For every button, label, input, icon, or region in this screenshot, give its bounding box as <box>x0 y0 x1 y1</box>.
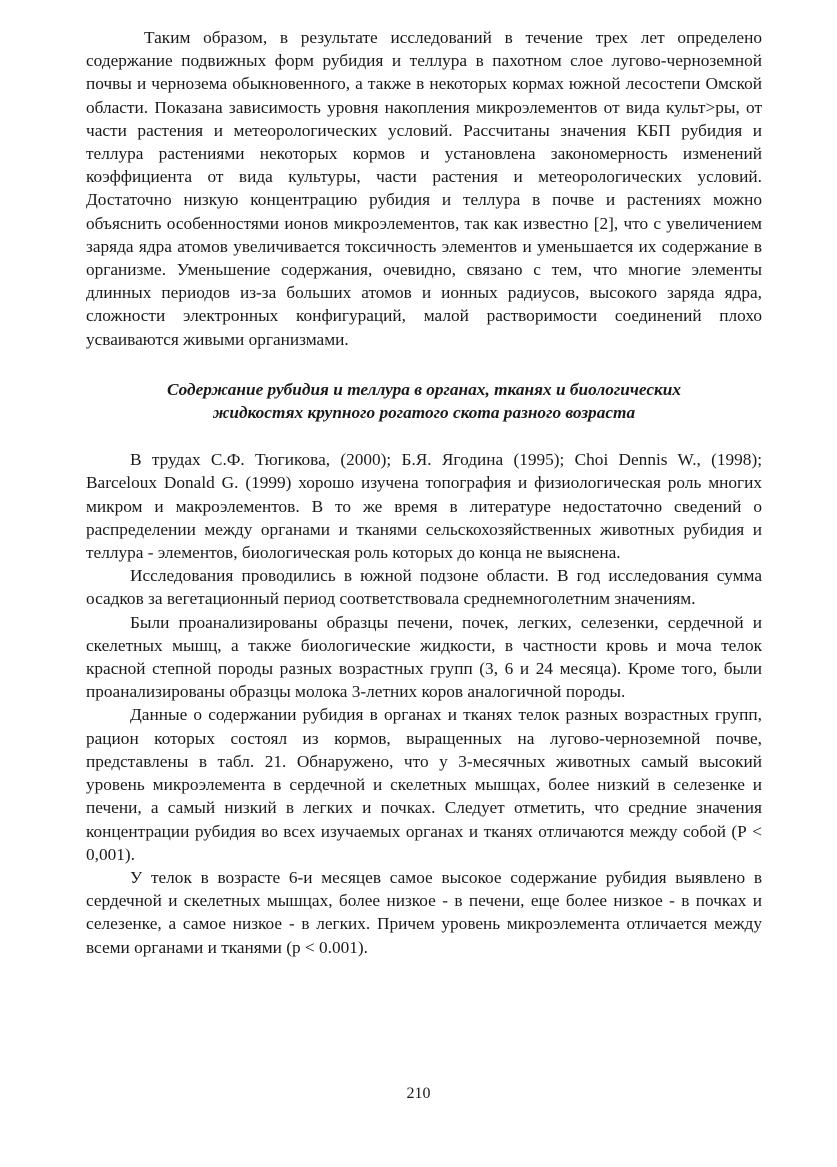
paragraph-rubidium-6-months: У телок в возрасте 6-и месяцев самое высокое содержание рубидия выявлено в сердечной и скелетных мышцах, более низкое - в печени, еще более низкое - в почках и селезенке, а самое низкое - в легких. Причем уровень микроэлемента отличается между всеми органами и тканями (р < 0.001). <box>86 867 762 957</box>
page-body <box>86 26 762 959</box>
paragraph-study-area: Исследования проводились в южной подзоне области. В год исследования сумма осадков за вегетационный период соответствовала среднемноголетним значениям. <box>86 566 762 609</box>
section-heading <box>86 378 762 424</box>
paragraph-summary: Таким образом, в результате исследований в течение трех лет определено содержание подвижных форм рубидия и теллура в пахотном слое лугово-черноземной почвы и чернозема обыкновенного, а также в некоторых кормах южной лесостепи Омской области. Показана зависимость уровня накопления микроэлементов от вида культ>ры, от части растения и метеорологических условий. Рассчитаны значения КБП рубидия и теллура растениями некоторых кормов и установлена закономерность изменений коэффициента от вида культуры, части растения и метеорологических условий. Достаточно низкую концентрацию рубидия и теллура в почве и растениях можно объяснить особенностями ионов микроэлементов, так как известно [2], что с увеличением заряда ядра атомов увеличивается токсичность элементов и уменьшается их содержание в организме. Уменьшение содержания, очевидно, связано с тем, что многие элементы длинных периодов из-за больших атомов и ионных радиусов, высокого заряда ядра, сложности электронных конфигураций, малой растворимости соединений плохо усваиваются живыми организмами. <box>86 28 762 349</box>
page-number: 210 <box>406 1085 431 1102</box>
paragraph-rubidium-3-months: Данные о содержании рубидия в органах и тканях телок разных возрастных групп, рацион которых состоял из кормов, выращенных на лугово-черноземной почве, представлены в табл. 21. Обнаружено, что у 3-месячных животных самый высокий уровень микроэлемента в сердечной и скелетных мышцах, более низкий в селезенке и печени, а самый низкий в легких и почках. Следует отметить, что средние значения концентрации рубидия во всех изучаемых органах и тканях отличаются между собой (Р < 0,001). <box>86 705 762 864</box>
paragraph-samples: Были проанализированы образцы печени, почек, легких, селезенки, сердечной и скелетных мышц, а также биологические жидкости, в частности кровь и моча телок красной степной породы разных возрастных групп (3, 6 и 24 месяца). Кроме того, были проанализированы образцы молока 3-летних коров аналогичной породы. <box>86 612 762 702</box>
paragraph-literature: В трудах С.Ф. Тюгикова, (2000); Б.Я. Ягодина (1995); Choi Dennis W., (1998); Barceloux Donald G. (1999) хорошо изучена топография и физиологическая роль многих микром и макроэлементов. В то же время в литературе недостаточно сведений о распределении между органами и тканями сельскохозяйственных животных рубидия и теллура - элементов, биологическая роль которых до конца не выяснена. <box>86 450 762 563</box>
section-heading-line1: Содержание рубидия и теллура в органах, тканях и биологических <box>166 379 682 399</box>
section-heading-line2: жидкостях крупного рогатого скота разного возраста <box>212 403 636 423</box>
